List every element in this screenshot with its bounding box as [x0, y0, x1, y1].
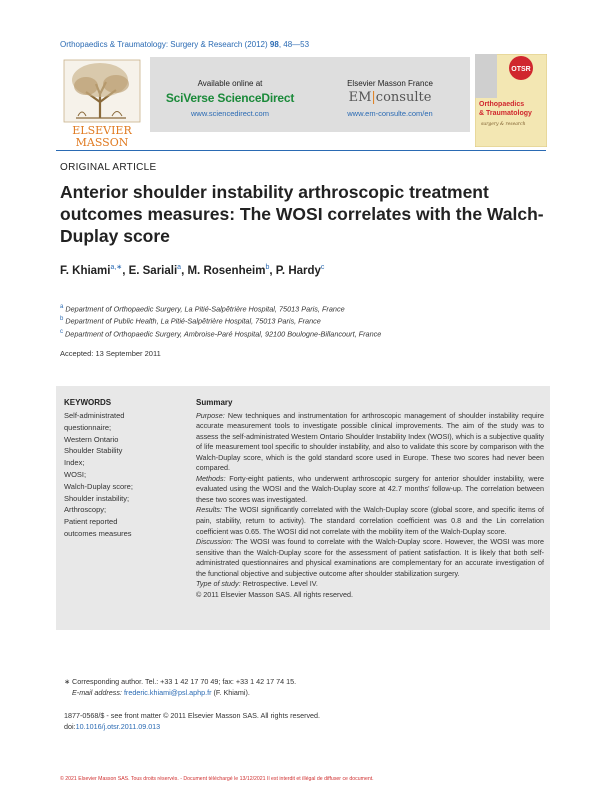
tree-icon: [64, 60, 140, 122]
keyword-list: [64, 410, 182, 540]
journal-volume: 98: [269, 40, 279, 49]
author[interactable]: M. Rosenheim$^b$,: [187, 264, 276, 277]
summary-heading: Summary: [196, 398, 233, 407]
affiliation-list: [60, 302, 550, 339]
keyword-item: Index;: [64, 458, 85, 468]
publisher-label: Elsevier Masson France: [347, 79, 433, 88]
keyword-item: Shoulder instability;: [64, 493, 130, 503]
emconsulte-consulte: consulte: [375, 90, 432, 105]
summary-methods: Methods: Forty-eight patients, who underwent arthroscopic surgery for anterior shoulder instability, were evaluated using the WOSI and the Walch-Duplay score at 42.7 months' follow-up. The correlation between these two scores was investigated.: [196, 473, 544, 504]
emconsulte-em: EM: [348, 90, 372, 105]
sciencedirect-link[interactable]: www.sciencedirect.com: [191, 109, 269, 118]
keyword-item: questionnaire;: [64, 422, 112, 432]
cover-title-b: & Traumatology: [479, 110, 532, 117]
accepted-date: Accepted: 13 September 2011: [60, 349, 161, 358]
journal-cover-image: [475, 54, 547, 147]
keyword-item: Walch-Duplay score;: [64, 481, 133, 491]
author[interactable]: P. Hardy$^c$: [275, 264, 325, 277]
sciencedirect-logo: SciVerse ScienceDirect: [165, 91, 295, 105]
summary-study-type: Type of study: Retrospective. Level IV.: [196, 579, 318, 589]
keyword-item: outcomes measures: [64, 528, 132, 538]
emconsulte-logo: [310, 90, 470, 105]
author[interactable]: F. Khiami$^{a,∗}$,: [60, 264, 129, 277]
summary-discussion: Discussion: The WOSI was found to correlate with the Walch-Duplay score. However, the WOSI was more sensitive than the Walch-Duplay score for the assessment of patient satisfaction. It is likely that both self-administrated questionnaires and physical examinations are complementary for an accurate investigation of the functional objective and subjective outcome after shoulder stabilization surgery.: [196, 537, 544, 578]
summary-purpose: Purpose: New techniques and instrumentation for arthroscopic management of shoulder instability require accurate measurement tools to investigate possible clinical improvements. The aim of the study was to assess the self-administrated Western Ontario Shoulder Instability Index (WOSI), which is a subjective quality of life measurement tool specific to shoulder instability, and also to validate this score by comparison with the Walch-Duplay score, which is the gold standard score used in Europe. These two scores had never been compared.: [196, 410, 545, 473]
keyword-item: Western Ontario: [64, 434, 119, 444]
article-title: Anterior shoulder instability arthroscopic treatment outcomes measures: The WOSI correlates with the Walch-Duplay score: [60, 182, 544, 246]
header-band: [150, 57, 470, 132]
doi-line: doi:10.1016/j.otsr.2011.09.013: [64, 722, 161, 731]
affiliation: $^c$ Department of Orthopaedic Surgery, Ambroise-Paré Hospital, 92100 Boulogne-Billancourt, France: [60, 328, 382, 339]
journal-citation: [60, 40, 309, 49]
summary-results: Results: The WOSI significantly correlated with the Walch-Duplay score (global score, and specific items of pain, stability, return to activity). The standard correlation coefficient was 0.8 and the Lin correlation coefficient was 0.65. The WOSI did not correlate with the mobility item of the Walch-Duplay score.: [196, 505, 545, 536]
emconsulte-block: [310, 57, 470, 132]
journal-year: (2012): [244, 40, 268, 49]
article-type: ORIGINAL ARTICLE: [60, 162, 157, 173]
issn-block: [64, 710, 544, 732]
elsevier-tree-logo: [56, 54, 148, 150]
header-divider: [56, 150, 546, 151]
sciencedirect-block: [150, 57, 310, 132]
emconsulte-link[interactable]: www.em-consulte.com/en: [347, 109, 433, 118]
keywords-heading: KEYWORDS: [64, 398, 112, 407]
email-link[interactable]: frederic.khiami@psl.aphp.fr: [123, 688, 212, 697]
corresponding-author: ∗ Corresponding author. Tel.: +33 1 42 17 70 49; fax: +33 1 42 17 74 15.: [64, 677, 297, 686]
keyword-item: Patient reported: [64, 517, 118, 527]
keyword-item: WOSI;: [64, 469, 87, 479]
available-online-label: Available online at: [197, 79, 263, 88]
affiliation: $^a$ Department of Orthopaedic Surgery, La Pitié-Salpêtrière Hospital, 75013 Paris, France: [60, 304, 345, 314]
keyword-item: Arthroscopy;: [64, 505, 107, 515]
cover-badge: OTSR: [511, 66, 531, 73]
corresponding-footnote: [64, 676, 544, 698]
cover-title-a: Orthopaedics: [479, 101, 525, 108]
cover-subtitle: surgery & research: [481, 122, 526, 127]
issn-line: 1877-0568/$ - see front matter © 2011 Elsevier Masson SAS. All rights reserved.: [64, 711, 321, 720]
keyword-item: Shoulder Stability: [64, 446, 123, 456]
author[interactable]: E. Sariali$^a$,: [128, 264, 188, 277]
download-copyright-notice: © 2021 Elsevier Masson SAS. Tous droits réservés. - Document téléchargé le 13/12/2021 Il est interdit et illégal de diffuser ce document.: [60, 776, 374, 782]
logo-text-elsevier: ELSEVIER: [72, 124, 132, 137]
email-line: E-mail address: frederic.khiami@psl.aphp.fr (F. Khiami).: [72, 688, 250, 697]
summary-copyright: © 2011 Elsevier Masson SAS. All rights reserved.: [196, 589, 353, 599]
logo-text-masson: MASSON: [75, 136, 129, 149]
doi-link[interactable]: 10.1016/j.otsr.2011.09.013: [75, 722, 161, 731]
affiliation: $^b$ Department of Public Health, La Pitié-Salpêtrière Hospital, 75013 Paris, France: [60, 316, 321, 326]
summary-panel: [196, 398, 544, 600]
keyword-item: Self-administrated: [64, 411, 125, 420]
keywords-panel: [64, 398, 182, 540]
journal-name: Orthopaedics & Traumatology: Surgery & Research: [60, 40, 243, 49]
author-list: [60, 263, 324, 277]
emconsulte-sep: |: [371, 90, 376, 105]
journal-pages: , 48—53: [278, 40, 310, 49]
